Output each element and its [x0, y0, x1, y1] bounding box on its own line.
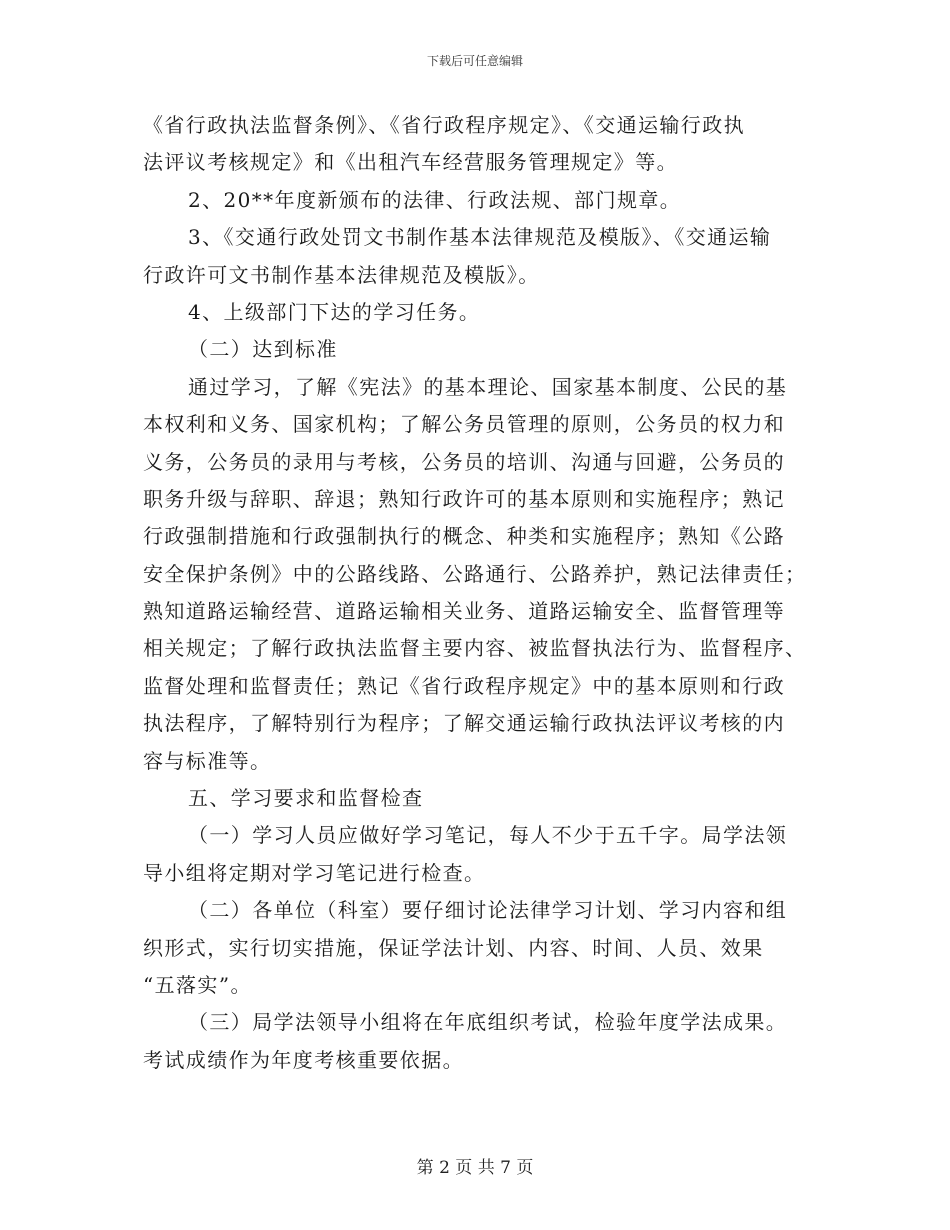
document-body	[143, 107, 813, 1079]
text-line: 3、《交通行政处罚文书制作基本法律规范及模版》、《交通运输	[188, 225, 772, 250]
page-number: 第 2 页 共 7 页	[416, 1158, 534, 1178]
text-line: 4、上级部门下达的学习任务。	[188, 299, 481, 324]
text-line: 《省行政执法监督条例》、《省行政程序规定》、《交通运输行政执	[143, 113, 745, 137]
text-line: 织形式，实行切实措施，保证学法计划、内容、时间、人员、效果	[143, 935, 764, 960]
paragraph	[143, 219, 813, 294]
text-line: 执法程序，了解特别行为程序；了解交通运输行政执法评议考核的内	[143, 711, 785, 736]
text-line: （二）各单位（科室）要仔细讨论法律学习计划、学习内容和组	[188, 898, 788, 923]
paragraph	[143, 892, 813, 1004]
text-line: 监督处理和监督责任；熟记《省行政程序规定》中的基本原则和行政	[143, 673, 785, 698]
text-line: 五、学习要求和监督检查	[188, 786, 424, 811]
text-line: 相关规定；了解行政执法监督主要内容、被监督执法行为、监督程序、	[143, 636, 807, 661]
paragraph	[143, 294, 813, 331]
paragraph	[143, 182, 813, 219]
text-line: 导小组将定期对学习笔记进行检查。	[143, 860, 486, 885]
paragraph	[143, 107, 813, 182]
text-line: 义务，公务员的录用与考核，公务员的培训、沟通与回避，公务员的	[143, 449, 785, 474]
text-line: （二）达到标准	[188, 337, 338, 362]
paragraph	[143, 369, 813, 780]
text-line: 法评议考核规定》和《出租汽车经营服务管理规定》等。	[143, 150, 678, 175]
section-heading	[143, 780, 813, 817]
paragraph	[143, 1004, 813, 1079]
text-line: 行政许可文书制作基本法律规范及模版》。	[143, 262, 540, 287]
text-line: 行政强制措施和行政强制执行的概念、种类和实施程序；熟知《公路	[143, 524, 785, 549]
text-line: 熟知道路运输经营、道路运输相关业务、道路运输安全、监督管理等	[143, 599, 785, 624]
page-header: 下载后可任意编辑	[426, 54, 523, 68]
text-line: 2、20**年度新颁布的法律、行政法规、部门规章。	[188, 187, 682, 212]
text-line: 考试成绩作为年度考核重要依据。	[143, 1047, 464, 1072]
text-line: 本权利和义务、国家机构；了解公务员管理的原则，公务员的权力和	[143, 412, 785, 437]
text-line: （三）局学法领导小组将在年底组织考试，检验年度学法成果。	[188, 1010, 788, 1035]
text-line: 容与标准等。	[143, 748, 272, 773]
text-line: 职务升级与辞职、辞退；熟知行政许可的基本原则和实施程序；熟记	[143, 486, 785, 511]
text-line: “五落实”。	[143, 972, 252, 997]
text-line: 通过学习，了解《宪法》的基本理论、国家基本制度、公民的基	[188, 374, 788, 399]
text-line: 安全保护条例》中的公路线路、公路通行、公路养护，熟记法律责任；	[143, 561, 807, 586]
paragraph	[143, 817, 813, 892]
section-heading	[143, 331, 813, 368]
text-line: （一）学习人员应做好学习笔记，每人不少于五千字。局学法领	[188, 823, 788, 848]
